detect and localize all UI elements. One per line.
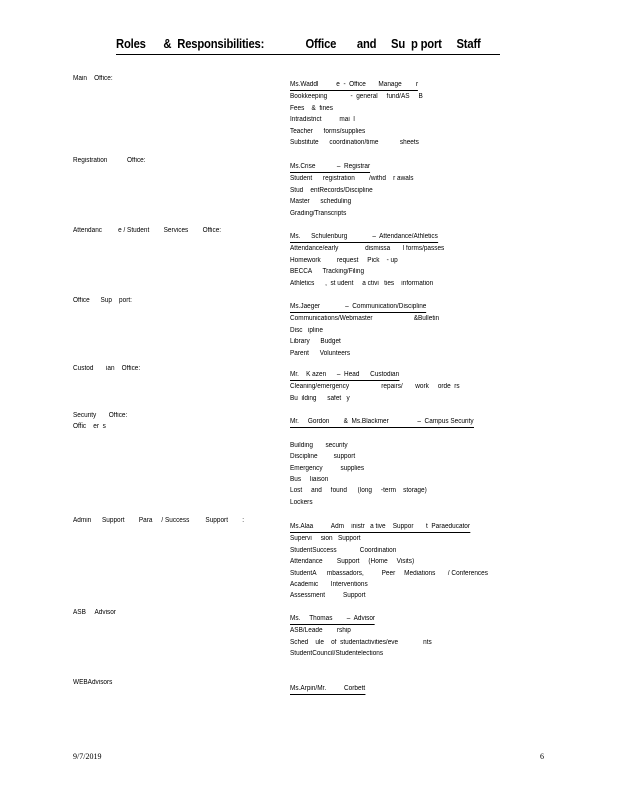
section-content xyxy=(290,677,372,695)
staff-name-heading: Ms.Alaa Adm inistr a tive Suppor t Paraeducator xyxy=(290,521,470,533)
staff-name-heading: Ms.Waddl e - Office Manage r xyxy=(290,79,418,91)
staff-name-heading: Ms.Jaeger – Communication/Discipline xyxy=(290,301,426,313)
duty-item: StudentCouncil/Studentelections xyxy=(290,650,384,658)
section-content xyxy=(290,73,434,148)
duty-item: Cleaning/emergency repairs/ work orde rs xyxy=(290,383,460,391)
title-underline xyxy=(116,54,500,55)
duty-item: Substitute coordination/time sheets xyxy=(290,139,419,147)
duty-item: Fees & fines xyxy=(290,104,333,112)
duty-item xyxy=(290,428,474,439)
section-content xyxy=(290,295,452,359)
duty-item: Teacher forms/supplies xyxy=(290,127,366,135)
footer-date: 9/7/2019 xyxy=(73,752,102,761)
duty-item: Stud entRecords/Discipline xyxy=(290,186,373,194)
duty-item: Lockers xyxy=(290,498,313,506)
section-label: Admin Support Para / Success Support : xyxy=(73,517,245,524)
section-label: Main Office: xyxy=(73,75,113,82)
duty-item: Communications/Webmaster &Bulletin xyxy=(290,315,440,323)
section-content xyxy=(290,363,474,404)
duty-item: Master scheduling xyxy=(290,198,352,206)
duty-item: Bookkeeping - general fund/AS B xyxy=(290,93,423,101)
staff-name-heading: Ms.Arpin/Mr. Corbett xyxy=(290,683,365,695)
duty-item: Emergency supplies xyxy=(290,464,365,472)
duty-item: Academic Interventions xyxy=(290,581,368,589)
duty-item: Grading/Transcripts xyxy=(290,209,347,217)
staff-name-heading: Mr. Gordon & Ms.Blackmer – Campus Security xyxy=(290,416,474,428)
duty-item: Student registration /withd r awals xyxy=(290,175,414,183)
duty-item: StudentA mbassadors, Peer Mediations / Conferences xyxy=(290,569,488,577)
duty-item: ASB/Leade rship xyxy=(290,627,351,635)
staff-name-heading: Mr. K azen – Head Custodian xyxy=(290,369,399,381)
duty-item: Bus liaison xyxy=(290,476,329,484)
section-label: Attendanc e / Student Services Office: xyxy=(73,227,222,234)
duty-item: Parent Volunteers xyxy=(290,349,351,357)
staff-name-heading: Ms.Crise – Registrar xyxy=(290,161,370,173)
duty-item: Bu ilding safet y xyxy=(290,394,350,402)
staff-name-heading: Ms. Schulenburg – Attendance/Athletics xyxy=(290,231,438,243)
page-title: Roles & Responsibilities: Office and Su p port Staff xyxy=(116,37,481,51)
section-content xyxy=(290,155,424,219)
page-number: 6 xyxy=(540,752,544,761)
duty-item: Attendance Support (Home Visits) xyxy=(290,558,415,566)
section-content xyxy=(290,410,490,508)
section-label: Office Sup port: xyxy=(73,297,132,304)
duty-item: Attendance/early dismissa l forms/passes xyxy=(290,245,445,253)
section-content xyxy=(290,225,458,289)
duty-item: Athletics , st udent a ctivi ties information xyxy=(290,279,434,287)
duty-item: Supervi sion Support xyxy=(290,535,361,543)
section-label: Security Office: Offic er s xyxy=(73,412,128,431)
duty-item: Intradistrict mai l xyxy=(290,116,355,124)
duty-item: StudentSuccess Coordination xyxy=(290,546,397,554)
duty-item: Lost and found (long -term storage) xyxy=(290,487,427,495)
staff-name-heading: Ms. Thomas – Advisor xyxy=(290,613,375,625)
section-label: Registration Office: xyxy=(73,157,146,164)
section-content xyxy=(290,515,505,602)
section-label: WEBAdvisors xyxy=(73,679,113,686)
section-label: ASB Advisor xyxy=(73,609,116,616)
duty-item: Sched ule of studentactivities/eve nts xyxy=(290,638,432,646)
duty-item: Discipline support xyxy=(290,453,356,461)
section-label: Custod ian Office: xyxy=(73,365,141,372)
duty-item: Building security xyxy=(290,441,348,449)
duty-item: Disc ipline xyxy=(290,326,323,334)
duty-item: Assessment Support xyxy=(290,592,366,600)
duty-item: Homework request Pick - up xyxy=(290,256,398,264)
duty-item: BECCA Tracking/Filing xyxy=(290,268,365,276)
duty-item: Library Budget xyxy=(290,338,341,346)
section-content xyxy=(290,607,444,660)
